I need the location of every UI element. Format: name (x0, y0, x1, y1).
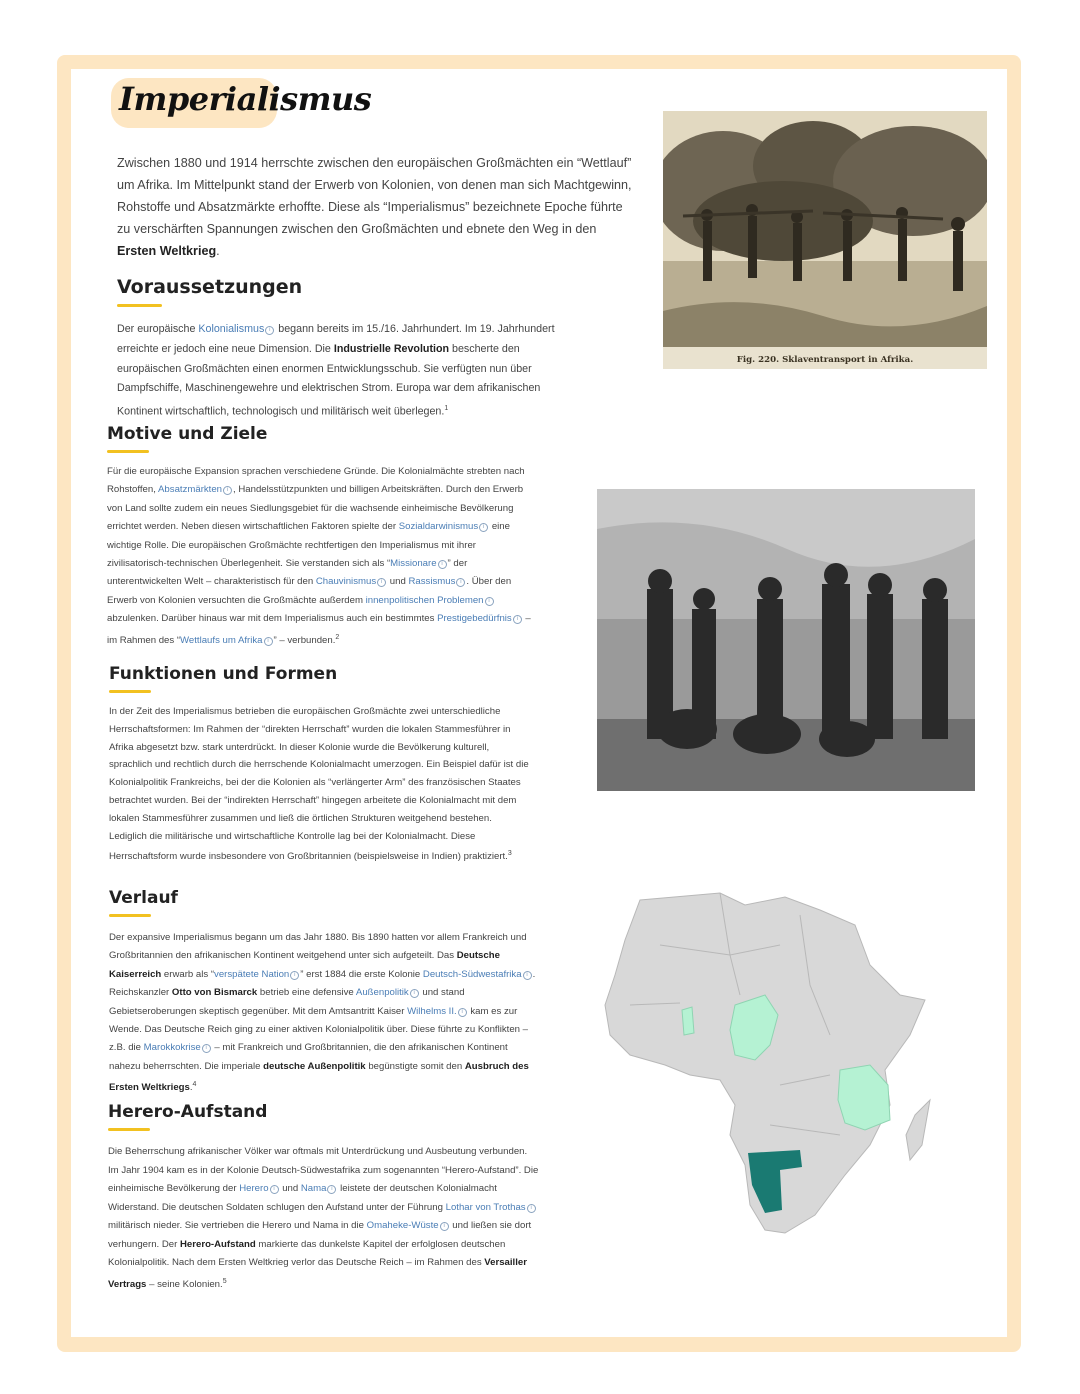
heading-funktionen-und-formen: Funktionen und Formen (109, 664, 338, 684)
glossary-link[interactable]: Kolonialismus (198, 323, 265, 335)
heading-underline (109, 914, 151, 917)
paragraph-text: erwarb als “ (161, 968, 215, 980)
glossary-link[interactable]: Deutsch-Südwestafrika (422, 968, 522, 980)
info-icon[interactable]: i (264, 637, 273, 646)
engraving-caption: Fig. 220. Sklaventransport in Afrika. (736, 355, 914, 365)
heading-motive-und-ziele: Motive und Ziele (107, 424, 268, 444)
info-icon[interactable]: i (377, 578, 386, 587)
footnote-marker: 2 (335, 633, 340, 641)
herero-prisoners-photo (597, 489, 975, 791)
glossary-link[interactable]: Missionare (390, 558, 437, 570)
bold-term: Ausbruch des Ersten Weltkriegs (109, 1060, 529, 1094)
paragraph-text: Der expansive Imperialismus begann um das Jahr 1880. Bis 1890 hatten vor allem Frankreich und Großbritannien den afrikanischen Kontinent weitgehend unter sich aufgeteilt. Das (109, 932, 527, 962)
paragraph-text: markierte das dunkelste Kapitel der erfolglosen deutschen Kolonialpolitik. Nach dem Ersten Weltkrieg verlor das Deutsche Reich – im Rahmen des (108, 1238, 506, 1268)
paragraph-text: Für die europäische Expansion sprachen verschiedene Gründe. Die Kolonialmächte strebten nach Rohstoffen, (107, 466, 525, 496)
paragraph-text: begann bereits im 15./16. Jahrhundert. Im 19. Jahrhundert erreichte er jedoch eine neue Dimension. Die (117, 323, 555, 355)
info-icon[interactable]: i (290, 971, 299, 980)
paragraph-text: und stand Gebietseroberungen skeptisch gegenüber. Mit dem Amtsantritt Kaiser (109, 987, 465, 1017)
info-icon[interactable]: i (479, 523, 488, 532)
paragraph-text: und ließen sie dort verhungern. Der (108, 1220, 532, 1250)
paragraph-text: ” der unterentwickelten Welt – charakteristisch für den (107, 558, 468, 588)
glossary-link[interactable]: Wilhelms II. (407, 1005, 457, 1017)
heading-underline (108, 1128, 150, 1131)
paragraph-text: . Über den Erwerb von Kolonien versuchten die Großmächte außerdem (107, 576, 512, 606)
intro-bold: Ersten Weltkrieg (117, 244, 217, 258)
paragraph-text: , Handelsstützpunkten und billigen Arbeitskräften. Durch den Erwerb von Land sollte zudem ein neues Siedlungsgebiet für die wachsende einheimische Bevölkerung errichtet werden. Neben diesen wirtschaftlichen Faktoren spielte der (107, 484, 524, 533)
intro-paragraph (117, 152, 639, 262)
heading-underline (107, 450, 149, 453)
footnote-marker: 1 (444, 405, 449, 413)
heading-verlauf: Verlauf (109, 888, 178, 908)
info-icon[interactable]: i (265, 326, 274, 335)
bold-term: Versailler Vertrags (108, 1257, 527, 1290)
info-icon[interactable]: i (327, 1185, 336, 1194)
paragraph-text: und (279, 1183, 301, 1194)
section-paragraph (109, 703, 529, 866)
glossary-link[interactable]: Omaheke-Wüste (366, 1220, 439, 1231)
paragraph-text: bescherte den europäischen Großmächten einen enormen Entwicklungsschub. Sie verfügten nun über Dampfschiffe, Maschinengewehre und elektrischen Strom. Europa war dem afrikanischen Kontinent wirtschaftlich, technologisch und militärisch weit überlegen. (117, 342, 541, 418)
heading-herero-aufstand: Herero-Aufstand (108, 1102, 268, 1122)
info-icon[interactable]: i (270, 1185, 279, 1194)
info-icon[interactable]: i (485, 597, 494, 606)
info-icon[interactable]: i (527, 1204, 536, 1213)
section-paragraph (117, 320, 567, 423)
africa-colonial-map (570, 885, 990, 1240)
footnote-marker: 4 (192, 1081, 197, 1089)
info-icon[interactable]: i (523, 971, 532, 980)
info-icon[interactable]: i (458, 1008, 467, 1017)
info-icon[interactable]: i (410, 989, 419, 998)
glossary-link[interactable]: Sozialdarwinismus (398, 521, 479, 533)
info-icon[interactable]: i (223, 486, 232, 495)
africa-map (570, 885, 990, 1240)
intro-text: Zwischen 1880 und 1914 herrschte zwischen den europäischen Großmächten ein “Wettlauf” um Afrika. Im Mittelpunkt stand der Erwerb von Kolonien, von denen man sich Machtgewinn, Rohstoffe und Absatzmärkte erhoffte. Diese als “Imperialismus” bezeichnete Epoche führte zu verschärften Spannungen zwischen den Großmächten und ebnete den Weg in den (117, 156, 632, 236)
glossary-link[interactable]: Herero (239, 1183, 269, 1194)
glossary-link[interactable]: Außenpolitik (355, 987, 409, 999)
glossary-link[interactable]: Rassismus (408, 576, 456, 588)
paragraph-text: In der Zeit des Imperialismus betrieben die europäischen Großmächte zwei unterschiedliche Herrschaftsformen: Im Rahmen der “direkten Herrschaft” wurden die lokalen Stammesführer in Afrika abgesetzt bzw. stark unterdrückt. In dieser Kolonie wurde die Bevölkerung kulturell, sprachlich und rechtlich durch die herrschende Kolonialmacht umerzogen. Ein Beispiel dafür ist die Kolonialpolitik Frankreichs, bei der die Kolonien als “verlängerter Arm” des französischen Staates betrachtet wurden. Bei der “indirekten Herrschaft” hingegen arbeitete die Kolonialmacht mit dem lokalen Stammesführer zusammen und ließ die örtlichen Strukturen weitgehend bestehen. Lediglich die militärische und wirtschaftliche Kontrolle lag bei der Kolonialmacht. Diese Herrschaftsform wurde insbesondere von Großbritannien (beispielsweise in Indien) praktiziert. (109, 706, 529, 863)
info-icon[interactable]: i (440, 1222, 449, 1231)
glossary-link[interactable]: Nama (300, 1183, 327, 1194)
paragraph-text: – mit Frankreich und Großbritannien, die den afrikanischen Kontinent nahezu beherrschten. Die imperiale (109, 1042, 508, 1072)
paragraph-text: abzulenken. Darüber hinaus war mit dem Imperialismus auch ein bestimmtes (107, 613, 438, 625)
bold-term: Industrielle Revolution (333, 342, 450, 355)
info-icon[interactable]: i (438, 560, 447, 569)
glossary-link[interactable]: Absatzmärkten (158, 484, 223, 496)
info-icon[interactable]: i (513, 615, 522, 624)
bold-term: Herero-Aufstand (180, 1238, 256, 1250)
glossary-link[interactable]: Lothar von Trothas (445, 1201, 526, 1213)
section-paragraph (107, 463, 537, 650)
paragraph-text: Die Beherrschung afrikanischer Völker war oftmals mit Unterdrückung und Ausbeutung verbunden. Im Jahr 1904 kam es in der Kolonie Deutsch-Südwestafrika zum sogenannten “Herero-Aufstand”. Die einheimische Bevölkerung der (108, 1146, 539, 1194)
paragraph-text: ” erst 1884 die erste Kolonie (300, 968, 423, 980)
bold-term: Otto von Bismarck (171, 987, 258, 999)
paragraph-text: leistete der deutschen Kolonialmacht Widerstand. Die deutschen Soldaten schlugen den Aufstand unter der Führung (108, 1183, 497, 1213)
glossary-link[interactable]: verspätete Nation (214, 968, 290, 980)
paragraph-text: begünstigte somit den (365, 1060, 465, 1072)
footnote-marker: 3 (507, 850, 512, 858)
bold-term: Deutsche Kaiserreich (109, 950, 500, 980)
paragraph-text: . Reichskanzler (109, 968, 536, 999)
section-paragraph (109, 929, 539, 1098)
heading-underline (109, 690, 151, 693)
info-icon[interactable]: i (456, 578, 465, 587)
paragraph-text: Der europäische (117, 323, 199, 335)
footnote-marker: 5 (222, 1277, 227, 1285)
paragraph-text: – seine Kolonien. (146, 1278, 223, 1290)
paragraph-text: militärisch nieder. Sie vertrieben die Herero und Nama in die (108, 1220, 367, 1231)
paragraph-text: – im Rahmen des “ (107, 613, 531, 646)
paragraph-text: . (189, 1082, 193, 1094)
section-paragraph (108, 1143, 540, 1294)
glossary-link[interactable]: innenpolitischen Problemen (365, 594, 484, 606)
photo-illustration (597, 489, 975, 791)
glossary-link[interactable]: Wettlaufs um Afrika (180, 634, 263, 646)
heading-underline (117, 304, 162, 307)
glossary-link[interactable]: Marokkokrise (143, 1042, 201, 1054)
paragraph-text: betrieb eine defensive (257, 987, 356, 999)
engraving-illustration (663, 111, 987, 369)
paragraph-text: und (387, 576, 409, 588)
info-icon[interactable]: i (202, 1044, 211, 1053)
glossary-link[interactable]: Prestigebedürfnis (437, 613, 512, 625)
glossary-link[interactable]: Chauvinismus (315, 576, 377, 588)
slave-transport-engraving (663, 111, 987, 369)
paragraph-text: kam es zur Wende. Das Deutsche Reich ging zu einer aktiven Kolonialpolitik über. Diese führte zu Konflikten – z.B. die (109, 1005, 528, 1054)
bold-term: deutsche Außenpolitik (263, 1060, 366, 1072)
heading-voraussetzungen: Voraussetzungen (117, 276, 303, 298)
paragraph-text: eine wichtige Rolle. Die europäischen Großmächte rechtfertigen den Imperialismus mit ihrer zivilisatorisch-technischen Überlegenheit. Sie verstanden sich als “ (107, 521, 510, 570)
intro-end: . (216, 244, 220, 258)
paragraph-text: ” – verbunden. (273, 634, 336, 646)
page-title: Imperialismus (119, 80, 372, 118)
